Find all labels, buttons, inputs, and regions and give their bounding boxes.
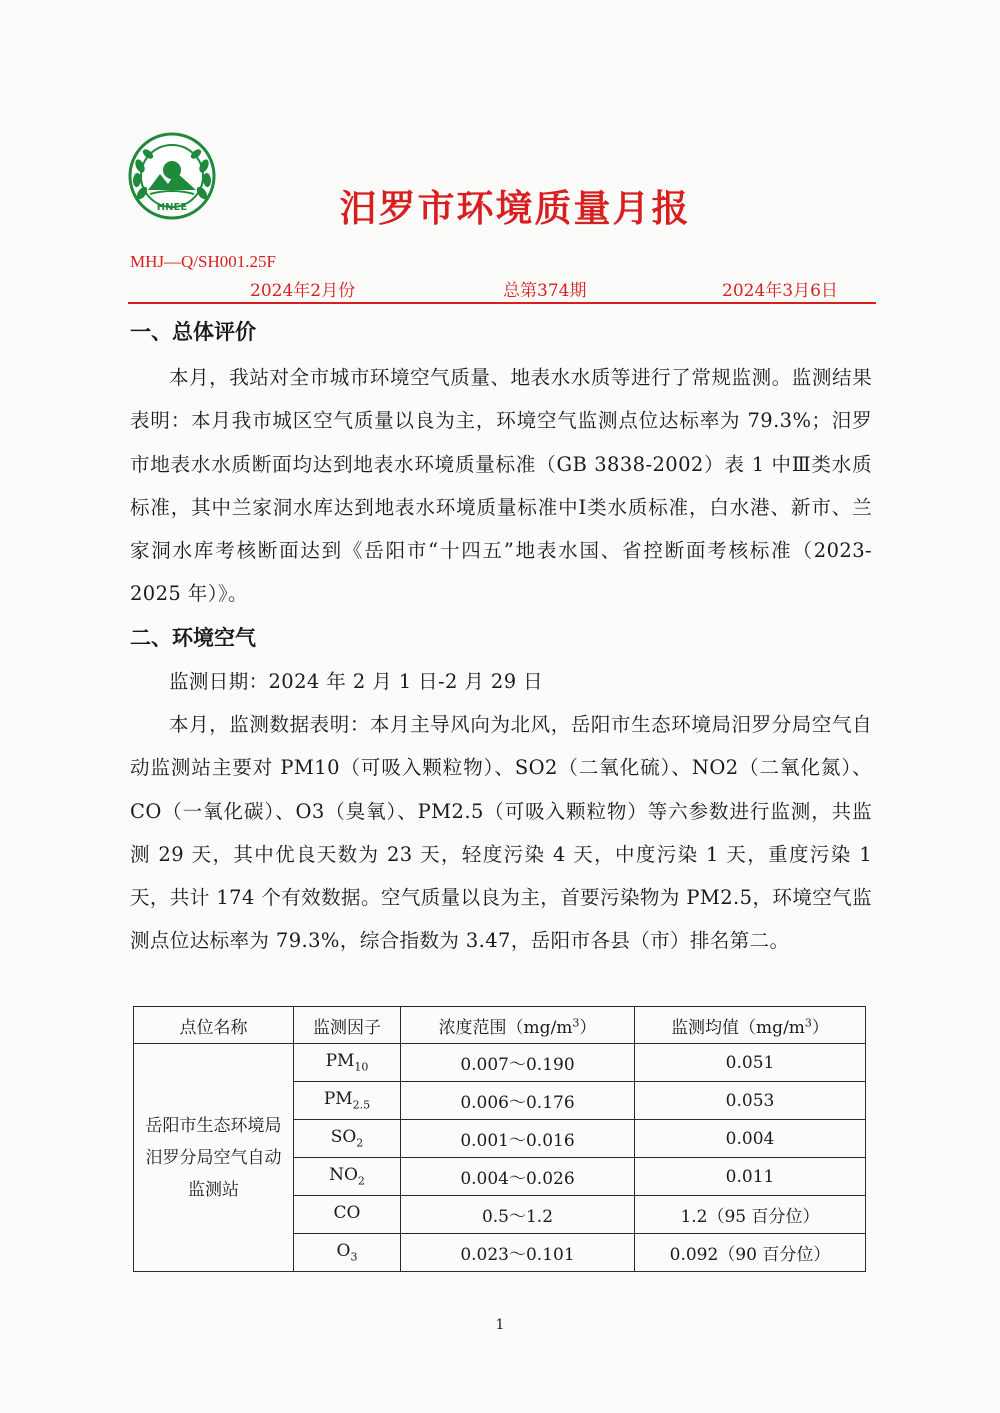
header-mean: 监测均值$(mg/m^3)$ bbox=[635, 1007, 866, 1044]
header-site: 点位名称 bbox=[134, 1007, 294, 1044]
factor-cell: $SO_2$ bbox=[294, 1120, 401, 1158]
report-title: 汨罗市环境质量月报 bbox=[339, 187, 691, 230]
issue-number: 总第374期 bbox=[503, 281, 587, 301]
range-cell: 0.006～0.176 bbox=[401, 1082, 635, 1120]
range-cell: 0.023～0.101 bbox=[401, 1234, 635, 1272]
range-cell: 0.5～1.2 bbox=[401, 1196, 635, 1234]
mean-cell: 0.092（90 百分位） bbox=[635, 1234, 866, 1272]
header-factor: 监测因子 bbox=[294, 1007, 401, 1044]
table-row bbox=[134, 1044, 866, 1082]
header-range: 浓度范围$(mg/m^3)$ bbox=[401, 1007, 635, 1044]
mean-cell: 0.011 bbox=[635, 1158, 866, 1196]
air-quality-paragraph: 本月，监测数据表明：本月主导风向为北风，岳阳市生态环境局汨罗分局空气自动监测站主要对 PM10（可吸入颗粒物）、SO2（二氧化硫）、NO2（二氧化氮）、CO（一氧化碳）、O3（臭氧）、PM2.5（可吸入颗粒物）等六参数进行监测，共监测 29 天，其中优良天数为 23 天，轻度污染 4 天，中度污染 1 天，重度污染 1 天，共计 174 个有效数据。空气质量以良为主，首要污染物为 PM2.5，环境空气监测点位达标率为 79.3%，综合指数为 3.47，岳阳市各县（市）排名第二。 bbox=[130, 713, 872, 953]
factor-cell: CO bbox=[294, 1196, 401, 1234]
section-heading-overall: 一、总体评价 bbox=[130, 320, 256, 344]
overall-evaluation-paragraph: 本月，我站对全市城市环境空气质量、地表水水质等进行了常规监测。监测结果表明：本月我市城区空气质量以良为主，环境空气监测点位达标率为 79.3%；汨罗市地表水水质断面均达到地表水环境质量标准（GB 3838-2002）表 1 中Ⅲ类水质标准，其中兰家洞水库达到地表水环境质量标准中Ⅰ类水质标准，白水港、新市、兰家洞水库考核断面达到《岳阳市“十四五”地表水国、省控断面考核标准（2023-2025 年）》。 bbox=[130, 366, 872, 606]
table-header-row bbox=[134, 1007, 866, 1044]
site-name-cell: 岳阳市生态环境局汨罗分局空气自动监测站 bbox=[134, 1044, 294, 1272]
range-cell: 0.004～0.026 bbox=[401, 1158, 635, 1196]
document-code: MHJ—Q/SH001.25F bbox=[130, 252, 276, 271]
header-divider bbox=[128, 302, 876, 304]
factor-cell: $O_3$ bbox=[294, 1234, 401, 1272]
mean-cell: 0.051 bbox=[635, 1044, 866, 1082]
air-monitoring-table bbox=[133, 1006, 866, 1272]
range-cell: 0.007～0.190 bbox=[401, 1044, 635, 1082]
mean-cell: 0.053 bbox=[635, 1082, 866, 1120]
range-cell: 0.001～0.016 bbox=[401, 1120, 635, 1158]
logo-text: HNEE bbox=[156, 202, 188, 213]
factor-cell: $PM_{10}$ bbox=[294, 1044, 401, 1082]
factor-cell: $NO_2$ bbox=[294, 1158, 401, 1196]
mean-cell: 1.2（95 百分位） bbox=[635, 1196, 866, 1234]
report-month: 2024年2月份 bbox=[250, 281, 356, 301]
monitoring-date-line: 监测日期：2024 年 2 月 1 日-2 月 29 日 bbox=[169, 670, 544, 693]
factor-cell: $PM_{2.5}$ bbox=[294, 1082, 401, 1120]
section-heading-air: 二、环境空气 bbox=[130, 626, 256, 650]
issue-date: 2024年3月6日 bbox=[722, 281, 838, 301]
mean-cell: 0.004 bbox=[635, 1120, 866, 1158]
page-number: 1 bbox=[495, 1317, 505, 1333]
